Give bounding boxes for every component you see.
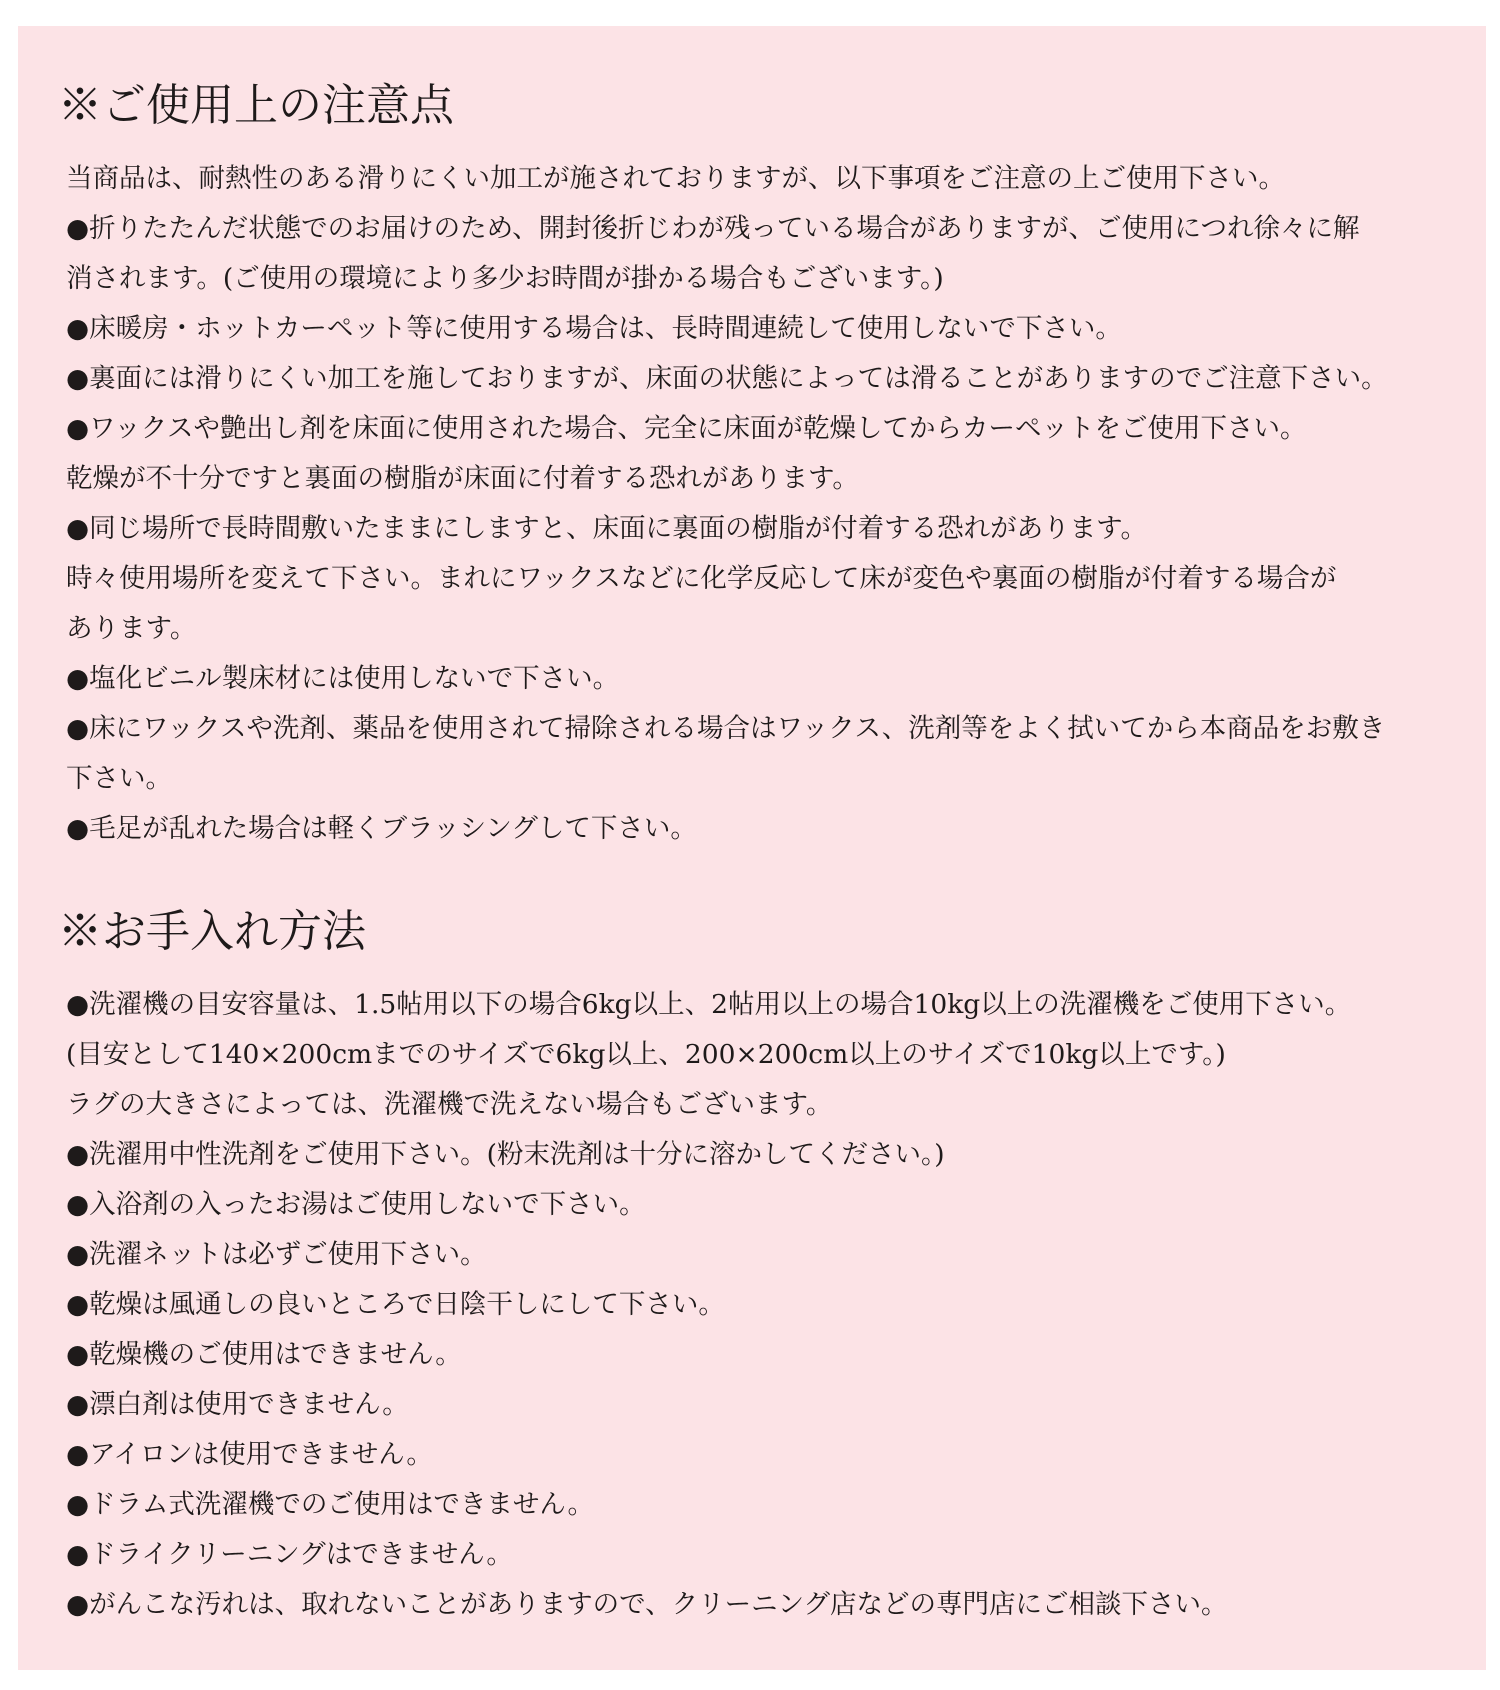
caution-line: ●床にワックスや洗剤、薬品を使用されて掃除される場合はワックス、洗剤等をよく拭いてから本商品をお敷き	[66, 713, 1386, 744]
care-line: ●ドラム式洗濯機でのご使用はできません。	[66, 1489, 594, 1520]
care-line: ●洗濯機の目安容量は、1.5帖用以下の場合6kg以上、2帖用以上の場合10kg以上の洗濯機をご使用下さい。	[66, 989, 1352, 1020]
caution-line: ●床暖房・ホットカーペット等に使用する場合は、長時間連続して使用しないで下さい。	[66, 313, 1122, 344]
caution-line: 当商品は、耐熱性のある滑りにくい加工が施されておりますが、以下事項をご注意の上ご使用下さい。	[66, 163, 1285, 194]
caution-line: ●同じ場所で長時間敷いたままにしますと、床面に裏面の樹脂が付着する恐れがあります。	[66, 513, 1148, 544]
caution-section-title: ※ご使用上の注意点	[58, 80, 454, 131]
care-line: ●洗濯ネットは必ずご使用下さい。	[66, 1239, 487, 1270]
caution-line: あります。	[66, 613, 197, 644]
care-line: ●乾燥は風通しの良いところで日陰干しにして下さい。	[66, 1289, 725, 1320]
caution-line: 時々使用場所を変えて下さい。まれにワックスなどに化学反応して床が変色や裏面の樹脂が付着する場合が	[66, 563, 1337, 594]
caution-line: ●塩化ビニル製床材には使用しないで下さい。	[66, 663, 620, 694]
caution-line: ●裏面には滑りにくい加工を施しておりますが、床面の状態によっては滑ることがありますのでご注意下さい。	[66, 363, 1388, 394]
care-list	[66, 980, 1466, 1630]
notice-panel	[18, 26, 1486, 1670]
caution-line: ●ワックスや艶出し剤を床面に使用された場合、完全に床面が乾燥してからカーペットをご使用下さい。	[66, 413, 1307, 444]
care-line: ●アイロンは使用できません。	[66, 1439, 433, 1470]
caution-list	[66, 154, 1466, 854]
care-section-title: ※お手入れ方法	[58, 906, 366, 957]
care-line: ●入浴剤の入ったお湯はご使用しないで下さい。	[66, 1189, 646, 1220]
care-line: ●漂白剤は使用できません。	[66, 1389, 409, 1420]
caution-line: 下さい。	[66, 763, 172, 794]
care-line: ●乾燥機のご使用はできません。	[66, 1339, 462, 1370]
caution-line: ●折りたたんだ状態でのお届けのため、開封後折じわが残っている場合がありますが、ご使用につれ徐々に解	[66, 213, 1360, 244]
care-line: (目安として140×200cmまでのサイズで6kg以上、200×200cm以上のサイズで10kg以上です。)	[66, 1039, 1226, 1070]
care-line: ラグの大きさによっては、洗濯機で洗えない場合もございます。	[66, 1089, 833, 1120]
care-line: ●ドライクリーニングはできません。	[66, 1539, 513, 1570]
caution-line: 消されます。(ご使用の環境により多少お時間が掛かる場合もございます。)	[66, 263, 944, 294]
care-line: ●洗濯用中性洗剤をご使用下さい。(粉末洗剤は十分に溶かしてください。)	[66, 1139, 945, 1170]
caution-line: ●毛足が乱れた場合は軽くブラッシングして下さい。	[66, 813, 697, 844]
caution-line: 乾燥が不十分ですと裏面の樹脂が床面に付着する恐れがあります。	[66, 463, 859, 494]
care-line: ●がんこな汚れは、取れないことがありますので、クリーニング店などの専門店にご相談下さい。	[66, 1589, 1228, 1620]
